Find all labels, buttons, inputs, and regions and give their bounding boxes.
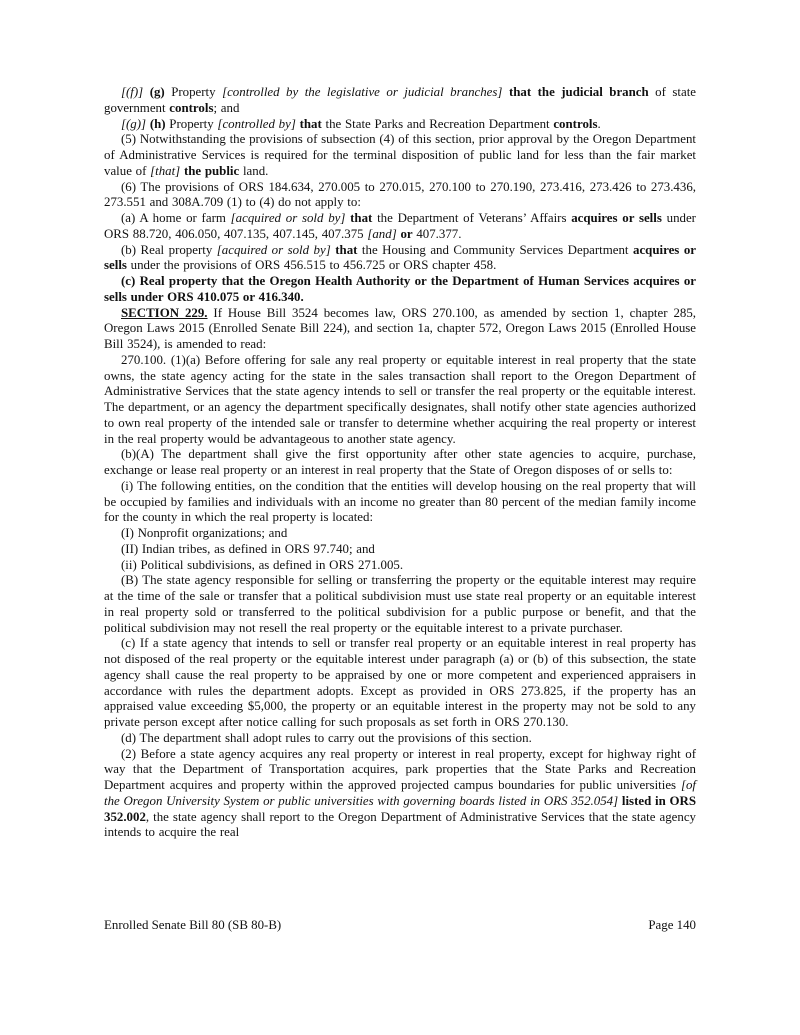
text-segment: SECTION 229. [121, 305, 208, 320]
text-segment: 407.377. [412, 226, 462, 241]
text-segment: (5) Notwithstanding the provisions of subsection (4) of this section, prior approval by the Oregon Department of Administrative Services is required for the terminal disposition of public land for less than the fair market value of [104, 132, 696, 178]
text-segment: (b)(A) The department shall give the first opportunity after other state agencies to acquire, purchase, exchange or lease real property or an interest in real property that the State of Oregon disposes of or sells to: [104, 447, 696, 477]
paragraph [104, 747, 696, 842]
text-segment: (I) Nonprofit organizations; and [121, 526, 288, 540]
text-segment: ; and [213, 100, 240, 115]
text-segment: (b) Real property [121, 242, 217, 257]
text-segment: acquires or sells [571, 211, 662, 225]
paragraph [104, 243, 696, 275]
text-segment: (g) [149, 85, 165, 99]
footer-page-number: Page 140 [648, 918, 696, 932]
text-segment: or [400, 226, 413, 241]
document-body [104, 85, 696, 841]
paragraph [104, 573, 696, 636]
text-segment: If House Bill 3524 becomes law, ORS 270.100, as amended by section 1, chapter 285, Oregon Laws 2015 (Enrolled Senate Bill 224), and section 1a, chapter 572, Oregon Laws 2015 (Enrolled House Bill 3524), is amended to read: [104, 305, 697, 351]
paragraph [104, 306, 696, 353]
paragraph [104, 636, 696, 731]
text-segment: (2) Before a state agency acquires any real property or interest in real property, except for highway right of way that the Department of Transportation acquires, park properties that the State Parks and Recreation Department acquires and property within the approved projected campus boundaries for public universities [104, 746, 696, 792]
paragraph [104, 211, 696, 243]
paragraph [104, 558, 696, 574]
page-footer [104, 918, 696, 934]
paragraph [104, 117, 696, 133]
paragraph [104, 447, 696, 479]
paragraph [104, 85, 696, 117]
text-segment: (II) Indian tribes, as defined in ORS 97.740; and [121, 541, 375, 556]
text-segment: 270.100. (1)(a) Before offering for sale any real property or equitable interest in real property that the state owns, the state agency acting for the state in the sales transaction shall report to the Oregon Department of Administrative Services that the state agency intends to sell or transfer the real property or the equitable interest. The department, or an agency the department specifically designates, shall notify other state agencies authorized to own real property of the intended sale or transfer to determine whether acquiring the real property or interest in the real property would be advantageous to another state agency. [104, 352, 696, 446]
text-segment: under ORS 88.720, 406.050, 407.135, 407.145, 407.375 [104, 211, 696, 241]
text-segment: (6) The provisions of ORS 184.634, 270.005 to 270.015, 270.100 to 270.190, 273.416, 273.426 to 273.436, 273.551 and 308A.709 (1) to (4) do not apply to: [104, 179, 696, 210]
text-segment: Property [165, 116, 218, 131]
text-segment: , the state agency shall report to the Oregon Department of Administrative Services that the state agency intends to acquire the real [104, 809, 696, 840]
text-segment: the Housing and Community Services Department [357, 242, 634, 257]
text-segment: (c) If a state agency that intends to sell or transfer real property or an equitable interest in real property has not disposed of the real property or the equitable interest under paragraph (a) or (b) of this subsection, the state agency shall cause the real property to be appraised by one or more competent and experienced appraisers in accordance with rules the department adopts. Except as provided in ORS 273.825, if the property has an appraised value exceeding $5,000, the property or an equitable interest in the property may not be sold to any private person except after notice calling for such proposals as set forth in ORS 270.130. [104, 636, 696, 729]
text-segment: that [350, 211, 373, 225]
text-segment: (ii) Political subdivisions, as defined in ORS 271.005. [121, 557, 404, 572]
text-segment: [(g)] [121, 116, 147, 131]
text-segment: land. [239, 163, 269, 178]
text-segment: under the provisions of ORS 456.515 to 456.725 or ORS chapter 458. [126, 258, 497, 273]
text-segment: acquires or sells [104, 242, 696, 273]
text-segment: [controlled by the legislative or judicial branches] [222, 85, 503, 99]
text-segment: [that] [150, 163, 181, 178]
text-segment: [(f)] [121, 85, 144, 99]
text-segment: . [597, 116, 601, 131]
text-segment: (h) [149, 116, 166, 131]
paragraph [104, 274, 696, 306]
text-segment: [and] [367, 226, 397, 241]
text-segment: [controlled by] [217, 116, 296, 131]
text-segment: [acquired or sold by] [216, 242, 331, 257]
text-segment: that the judicial branch [508, 85, 649, 99]
paragraph [104, 132, 696, 179]
text-segment: (d) The department shall adopt rules to carry out the provisions of this section. [121, 730, 532, 745]
text-segment: the Department of Veterans’ Affairs [372, 211, 572, 225]
text-segment: controls [553, 116, 598, 131]
paragraph [104, 353, 696, 448]
text-segment: [acquired or sold by] [230, 211, 346, 225]
text-segment: (a) A home or farm [121, 211, 231, 225]
text-segment: [of the Oregon University System or public universities with governing boards listed in ORS 352.054] [104, 778, 696, 808]
paragraph [104, 526, 696, 542]
paragraph [104, 180, 696, 212]
text-segment: that [335, 242, 358, 257]
text-segment: that [299, 116, 322, 131]
text-segment: controls [169, 100, 214, 115]
text-segment: (B) The state agency responsible for selling or transferring the property or the equitable interest may require at the time of the sale or transfer that a political subdivision must use state real property or an equitable interest in real property sold or transferred to the political subdivision for a public purpose or benefit, and that the political subdivision may not resell the real property or the equitable interest to a private purchaser. [104, 573, 696, 635]
text-segment: of state government [104, 85, 696, 115]
text-segment: (i) The following entities, on the condition that the entities will develop housing on the real property that will be occupied by families and individuals with an income no greater than 80 percent of the median family income for the county in which the real property is located: [104, 478, 696, 525]
paragraph [104, 731, 696, 747]
text-segment: listed in ORS 352.002 [104, 793, 696, 824]
footer-bill-title: Enrolled Senate Bill 80 (SB 80-B) [104, 918, 282, 932]
paragraph [104, 542, 696, 558]
paragraph [104, 479, 696, 526]
text-segment: the State Parks and Recreation Department [321, 116, 554, 131]
text-segment: the public [183, 163, 240, 178]
text-segment: (c) Real property that the Oregon Health Authority or the Department of Human Services acquires or sells under ORS 410.075 or 416.340. [104, 274, 696, 304]
text-segment: Property [164, 85, 223, 99]
